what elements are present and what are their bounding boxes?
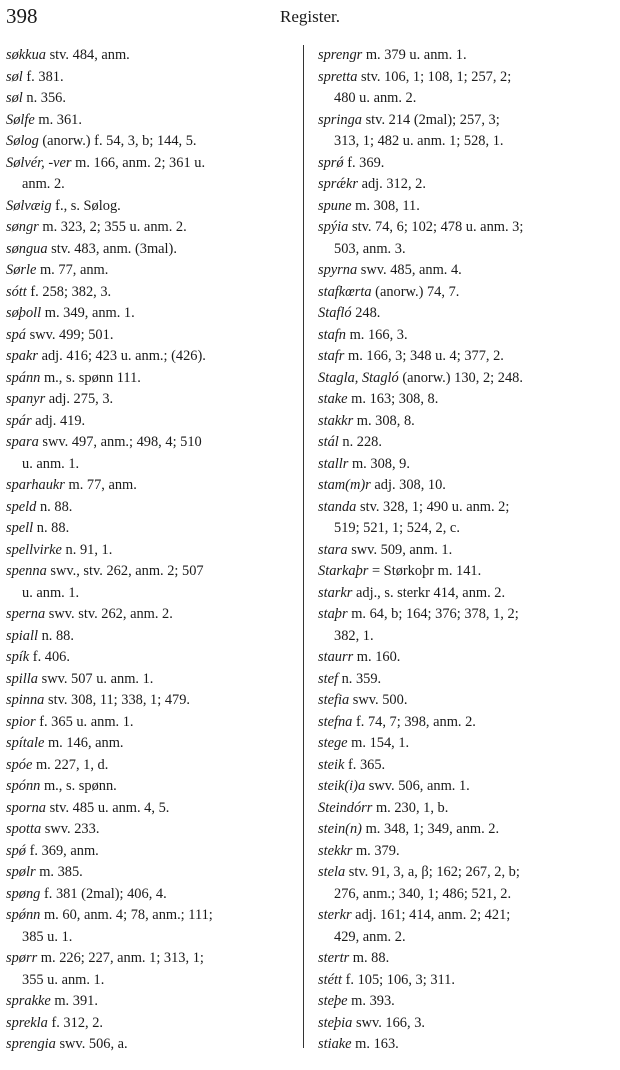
- register-entry: [318, 540, 614, 562]
- entry-headword: stertr: [318, 950, 350, 966]
- entry-headword: steik: [318, 756, 345, 773]
- register-entry: [318, 669, 614, 691]
- entry-reference: f. 381.: [22, 68, 64, 85]
- register-entry: [6, 325, 296, 347]
- register-entry: [318, 905, 614, 948]
- entry-reference: (anorw.) 74, 7.: [371, 283, 460, 300]
- entry-headword: spá: [6, 326, 26, 343]
- entry-headword: søþoll: [6, 305, 42, 321]
- entry-headword: spyrna: [318, 262, 358, 278]
- entry-headword: spretta: [318, 68, 358, 85]
- entry-reference: m. 154, 1.: [347, 735, 410, 751]
- page-number: 398: [6, 4, 38, 28]
- entry-headword: staurr: [318, 649, 354, 665]
- entry-reference: f. 365.: [344, 756, 386, 773]
- entry-headword: spørr: [6, 950, 38, 966]
- register-entry: [318, 196, 614, 218]
- entry-headword: stakkr: [318, 412, 354, 429]
- entry-headword: Sølvæig: [6, 197, 52, 214]
- register-entry: [6, 647, 296, 669]
- register-entry: [6, 1034, 296, 1056]
- entry-headword: spior: [6, 713, 36, 730]
- register-entry: [6, 1013, 296, 1035]
- entry-reference: swv. 500.: [349, 692, 408, 708]
- entry-reference: f. 74, 7; 398, anm. 2.: [352, 713, 476, 730]
- register-entry: [6, 776, 296, 798]
- entry-headword: sporna: [6, 799, 46, 816]
- register-entry: [6, 475, 296, 497]
- register-entry: [6, 862, 296, 884]
- entry-reference-continuation: 519; 521, 1; 524, 2, c.: [334, 520, 460, 536]
- entry-headword: spara: [6, 434, 39, 450]
- entry-reference: m. 146, anm.: [44, 735, 124, 751]
- entry-headword: stein(n): [318, 821, 362, 837]
- entry-headword: springa: [318, 111, 362, 128]
- entry-reference: f. 369.: [343, 154, 385, 171]
- register-entry: [6, 282, 296, 304]
- entry-headword: standa: [318, 498, 357, 515]
- entry-reference: f. 369, anm.: [26, 842, 99, 859]
- register-entry: [318, 497, 614, 540]
- register-entry: [6, 669, 296, 691]
- entry-headword: spár: [6, 412, 32, 429]
- entry-headword: spell: [6, 520, 34, 536]
- register-entry: [6, 905, 296, 948]
- register-entry: [318, 819, 614, 841]
- entry-headword: Sølvér, -ver: [6, 154, 72, 171]
- register-entry: [6, 497, 296, 519]
- register-entry: [318, 776, 614, 798]
- entry-reference: adj. 308, 10.: [370, 477, 446, 493]
- entry-reference: m. 166, 3; 348 u. 4; 377, 2.: [344, 348, 504, 364]
- register-entry: [6, 884, 296, 906]
- entry-headword: stara: [318, 541, 348, 558]
- register-entry: [6, 45, 296, 67]
- entry-reference: stv. 74, 6; 102; 478 u. anm. 3;: [348, 219, 524, 235]
- entry-headword: spítale: [6, 735, 45, 751]
- entry-headword: stafkœrta: [318, 283, 372, 300]
- entry-headword: Stafló: [318, 305, 352, 321]
- register-entry: [6, 389, 296, 411]
- entry-headword: spóe: [6, 756, 33, 773]
- entry-reference: m. 323, 2; 355 u. anm. 2.: [38, 219, 187, 235]
- register-entry: [6, 561, 296, 604]
- entry-headword: steþia: [318, 1014, 353, 1031]
- entry-headword: stege: [318, 735, 348, 751]
- entry-reference: m. 391.: [50, 993, 98, 1009]
- register-entry: [318, 1013, 614, 1035]
- entry-reference-continuation: 429, anm. 2.: [334, 928, 406, 945]
- entry-reference: stv. 214 (2mal); 257, 3;: [361, 111, 500, 128]
- register-entry: [318, 282, 614, 304]
- entry-reference: 248.: [351, 305, 381, 321]
- register-entry: [6, 626, 296, 648]
- entry-reference: n. 228.: [338, 434, 382, 450]
- entry-reference: n. 356.: [22, 90, 66, 106]
- entry-reference: m. 77, anm.: [36, 262, 109, 278]
- entry-reference: adj. 161; 414, anm. 2; 421;: [351, 907, 511, 923]
- register-entry: [318, 690, 614, 712]
- entry-headword: søkkua: [6, 47, 46, 63]
- register-entry: [6, 67, 296, 89]
- register-entry: [6, 260, 296, 282]
- entry-reference-continuation: u. anm. 1.: [22, 584, 80, 601]
- entry-reference: f. 312, 2.: [47, 1014, 104, 1031]
- entry-reference: m. 226; 227, anm. 1; 313, 1;: [37, 950, 204, 966]
- entry-headword: søngua: [6, 240, 48, 257]
- register-entry: [318, 325, 614, 347]
- entry-reference: stv. 484, anm.: [45, 47, 130, 63]
- entry-headword: speld: [6, 498, 37, 515]
- register-entry: [318, 755, 614, 777]
- entry-headword: spánn: [6, 369, 41, 386]
- entry-headword: stela: [318, 864, 346, 880]
- entry-reference: m. 166, anm. 2; 361 u.: [71, 154, 206, 171]
- entry-headword: steik(i)a: [318, 778, 366, 794]
- entry-headword: stefia: [318, 692, 350, 708]
- entry-reference-continuation: 276, anm.; 340, 1; 486; 521, 2.: [334, 885, 512, 902]
- entry-headword: spǿ: [6, 842, 26, 859]
- entry-reference: m. 64, b; 164; 376; 378, 1, 2;: [347, 606, 519, 622]
- entry-headword: Steindórr: [318, 799, 373, 816]
- entry-reference: m. 60, anm. 4; 78, anm.; 111;: [40, 907, 213, 923]
- register-entry: [318, 153, 614, 175]
- entry-reference: f., s. Sølog.: [51, 197, 121, 214]
- entry-headword: stekkr: [318, 842, 353, 859]
- register-entry: [318, 733, 614, 755]
- entry-reference: m., s. spønn 111.: [40, 369, 141, 386]
- entry-headword: steþe: [318, 993, 348, 1009]
- entry-reference: m. 227, 1, d.: [32, 756, 109, 773]
- entry-reference: f. 381 (2mal); 406, 4.: [40, 885, 167, 902]
- entry-headword: sprǿ: [318, 154, 344, 171]
- entry-reference-continuation: anm. 2.: [22, 176, 65, 192]
- entry-headword: Sørle: [6, 262, 37, 278]
- entry-headword: Sølfe: [6, 111, 35, 128]
- register-entry: [6, 733, 296, 755]
- register-entry: [6, 991, 296, 1013]
- register-entry: [6, 411, 296, 433]
- entry-reference: stv. 91, 3, a, β; 162; 267, 2, b;: [345, 864, 520, 880]
- entry-headword: spík: [6, 649, 30, 665]
- entry-reference: m. 308, 9.: [348, 455, 410, 472]
- register-entry: [318, 1034, 614, 1056]
- entry-reference: (anorw.) f. 54, 3, b; 144, 5.: [38, 133, 197, 149]
- entry-reference: m. 77, anm.: [64, 477, 137, 493]
- register-entry: [318, 948, 614, 970]
- entry-headword: søl: [6, 90, 23, 106]
- register-entry: [6, 798, 296, 820]
- entry-headword: sprakke: [6, 993, 51, 1009]
- register-entry: [318, 432, 614, 454]
- register-entry: [318, 303, 614, 325]
- entry-reference: m. 88.: [349, 950, 390, 966]
- entry-headword: stake: [318, 391, 348, 407]
- page-title: Register.: [280, 7, 340, 26]
- register-entry: [6, 841, 296, 863]
- entry-reference: n. 88.: [38, 627, 74, 644]
- entry-headword: sprekla: [6, 1014, 48, 1031]
- entry-reference: m. 348, 1; 349, anm. 2.: [361, 821, 500, 837]
- register-right-column: [318, 45, 614, 1056]
- register-entry: [318, 45, 614, 67]
- register-entry: [318, 604, 614, 647]
- entry-reference: f. 258; 382, 3.: [26, 283, 112, 300]
- entry-headword: spune: [318, 197, 352, 214]
- register-entry: [6, 346, 296, 368]
- entry-reference: adj. 416; 423 u. anm.; (426).: [37, 348, 206, 364]
- register-entry: [318, 389, 614, 411]
- register-entry: [318, 110, 614, 153]
- entry-headword: Sølog: [6, 133, 39, 149]
- entry-reference-continuation: 313, 1; 482 u. anm. 1; 528, 1.: [334, 133, 504, 149]
- entry-reference-continuation: 385 u. 1.: [22, 928, 73, 945]
- entry-reference: f. 105; 106, 3; 311.: [341, 971, 455, 988]
- entry-reference: m. 163.: [351, 1036, 399, 1052]
- register-entry: [6, 540, 296, 562]
- register-entry: [318, 841, 614, 863]
- entry-reference: stv. 483, anm. (3mal).: [47, 240, 177, 257]
- entry-reference: m. 379.: [352, 842, 400, 859]
- register-entry: [6, 88, 296, 110]
- register-entry: [318, 583, 614, 605]
- entry-reference-continuation: 355 u. anm. 1.: [22, 971, 105, 988]
- entry-reference: swv., stv. 262, anm. 2; 507: [46, 563, 204, 579]
- entry-reference: swv. 509, anm. 1.: [347, 541, 453, 558]
- entry-headword: spøng: [6, 885, 41, 902]
- entry-headword: sótt: [6, 283, 27, 300]
- entry-reference: swv. 485, anm. 4.: [357, 262, 462, 278]
- entry-headword: sparhaukr: [6, 477, 65, 493]
- entry-headword: stef: [318, 670, 338, 687]
- register-entry: [6, 239, 296, 261]
- entry-reference: swv. 506, a.: [55, 1036, 128, 1052]
- entry-reference: m. 308, 11.: [351, 197, 420, 214]
- register-entry: [6, 690, 296, 712]
- register-entry: [6, 712, 296, 734]
- entry-reference: adj. 419.: [31, 412, 86, 429]
- entry-reference: stv. 106, 1; 108, 1; 257, 2;: [357, 68, 512, 85]
- entry-reference: = Størkoþr m. 141.: [368, 563, 482, 579]
- register-entry: [6, 948, 296, 991]
- entry-reference: m. 163; 308, 8.: [347, 391, 439, 407]
- entry-headword: spiall: [6, 627, 38, 644]
- register-entry: [6, 755, 296, 777]
- entry-reference: f. 406.: [29, 649, 70, 665]
- entry-reference: m. 393.: [347, 993, 395, 1009]
- entry-headword: staþr: [318, 606, 348, 622]
- entry-headword: spellvirke: [6, 541, 62, 558]
- register-entry: [6, 217, 296, 239]
- register-entry: [318, 411, 614, 433]
- entry-headword: spónn: [6, 778, 41, 794]
- register-entry: [6, 131, 296, 153]
- entry-headword: spølr: [6, 864, 36, 880]
- register-entry: [318, 862, 614, 905]
- register-entry: [318, 991, 614, 1013]
- entry-headword: stam(m)r: [318, 477, 371, 493]
- register-entry: [6, 368, 296, 390]
- entry-headword: søngr: [6, 219, 39, 235]
- register-entry: [318, 798, 614, 820]
- entry-reference: m. 379 u. anm. 1.: [362, 47, 467, 63]
- entry-headword: spenna: [6, 563, 47, 579]
- entry-headword: stál: [318, 434, 339, 450]
- entry-headword: spilla: [6, 670, 38, 687]
- entry-reference: swv. 497, anm.; 498, 4; 510: [38, 434, 202, 450]
- entry-headword: spýia: [318, 219, 349, 235]
- entry-reference: swv. 506, anm. 1.: [365, 778, 470, 794]
- entry-reference: m. 160.: [353, 649, 401, 665]
- entry-reference: m. 361.: [34, 111, 82, 128]
- register-entry: [6, 153, 296, 196]
- register-entry: [318, 67, 614, 110]
- entry-reference: m. 349, anm. 1.: [41, 305, 135, 321]
- entry-reference-continuation: 382, 1.: [334, 627, 374, 644]
- entry-headword: spinna: [6, 692, 45, 708]
- entry-reference: m., s. spønn.: [40, 778, 117, 794]
- entry-reference: n. 88.: [36, 498, 73, 515]
- entry-reference: adj., s. sterkr 414, anm. 2.: [352, 584, 506, 601]
- entry-headword: sperna: [6, 606, 46, 622]
- entry-reference: (anorw.) 130, 2; 248.: [398, 369, 523, 386]
- column-divider: [303, 45, 304, 1048]
- register-entry: [6, 604, 296, 626]
- entry-headword: Stagla, Stagló: [318, 369, 399, 386]
- register-entry: [318, 970, 614, 992]
- entry-reference: f. 365 u. anm. 1.: [35, 713, 134, 730]
- entry-reference: m. 166, 3.: [346, 326, 408, 343]
- entry-reference: n. 88.: [33, 520, 70, 536]
- register-entry: [318, 712, 614, 734]
- entry-headword: spotta: [6, 821, 42, 837]
- entry-headword: stétt: [318, 971, 342, 988]
- register-entry: [6, 110, 296, 132]
- entry-reference: swv. 499; 501.: [26, 326, 114, 343]
- entry-headword: sprengia: [6, 1036, 56, 1052]
- entry-reference: swv. 233.: [41, 821, 100, 837]
- register-entry: [318, 454, 614, 476]
- register-entry: [318, 475, 614, 497]
- entry-reference: swv. 507 u. anm. 1.: [38, 670, 154, 687]
- entry-headword: sprǽkr: [318, 176, 358, 192]
- entry-headword: spakr: [6, 348, 38, 364]
- register-entry: [318, 346, 614, 368]
- register-entry: [318, 217, 614, 260]
- entry-headword: stallr: [318, 455, 349, 472]
- entry-reference-continuation: 503, anm. 3.: [334, 240, 406, 257]
- entry-reference: n. 359.: [337, 670, 382, 687]
- entry-headword: sterkr: [318, 907, 352, 923]
- entry-reference-continuation: u. anm. 1.: [22, 455, 80, 472]
- entry-reference: adj. 275, 3.: [45, 391, 114, 407]
- entry-headword: spǿnn: [6, 907, 41, 923]
- entry-headword: stefna: [318, 713, 353, 730]
- entry-headword: starkr: [318, 584, 353, 601]
- register-entry: [318, 368, 614, 390]
- register-entry: [6, 196, 296, 218]
- entry-headword: spanyr: [6, 391, 46, 407]
- entry-reference: stv. 485 u. anm. 4, 5.: [45, 799, 170, 816]
- entry-headword: Starkaþr: [318, 563, 369, 579]
- entry-reference: stv. 308, 11; 338, 1; 479.: [44, 692, 191, 708]
- register-entry: [6, 819, 296, 841]
- entry-reference: stv. 328, 1; 490 u. anm. 2;: [356, 498, 510, 515]
- register-entry: [318, 647, 614, 669]
- entry-headword: stiake: [318, 1036, 352, 1052]
- entry-reference: adj. 312, 2.: [357, 176, 426, 192]
- entry-reference: swv. stv. 262, anm. 2.: [45, 606, 173, 622]
- register-entry: [6, 432, 296, 475]
- entry-reference: m. 230, 1, b.: [372, 799, 449, 816]
- entry-reference: swv. 166, 3.: [352, 1014, 425, 1031]
- register-entry: [6, 303, 296, 325]
- entry-reference: m. 385.: [35, 864, 83, 880]
- register-entry: [318, 174, 614, 196]
- entry-headword: søl: [6, 68, 23, 85]
- entry-reference: m. 308, 8.: [353, 412, 415, 429]
- entry-headword: stafn: [318, 326, 346, 343]
- register-left-column: [6, 45, 296, 1056]
- entry-reference-continuation: 480 u. anm. 2.: [334, 90, 417, 106]
- entry-reference: n. 91, 1.: [61, 541, 113, 558]
- register-entry: [318, 260, 614, 282]
- entry-headword: sprengr: [318, 47, 363, 63]
- register-entry: [6, 518, 296, 540]
- entry-headword: stafr: [318, 348, 345, 364]
- register-entry: [318, 561, 614, 583]
